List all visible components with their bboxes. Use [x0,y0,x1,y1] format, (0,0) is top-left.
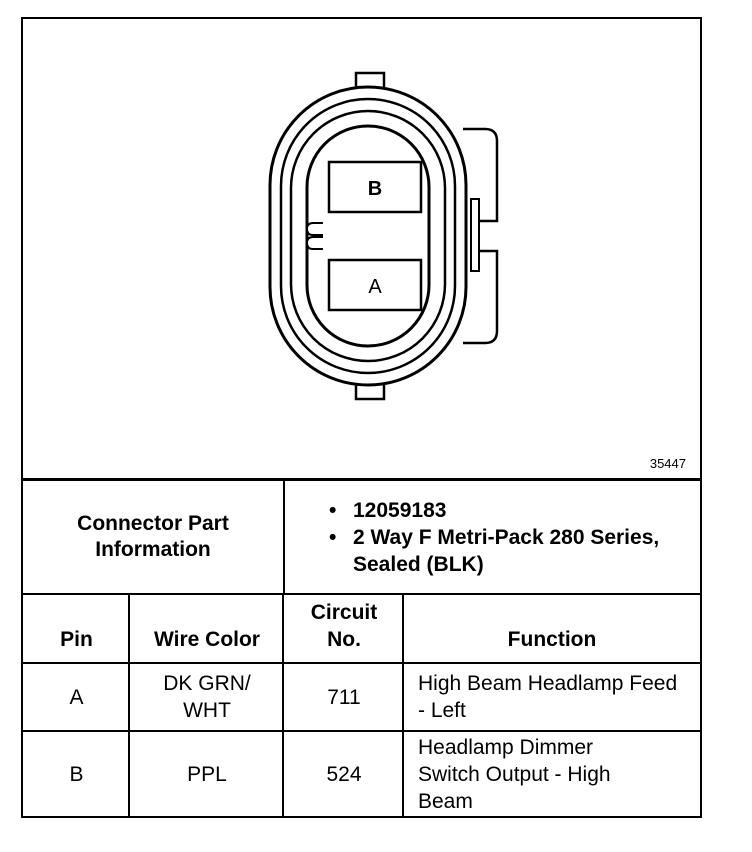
connector-info-label: Connector Part Information [23,481,285,593]
row-b-circuit: 524 [326,762,362,786]
cavity-b-label: B [367,178,383,200]
row-b-function: Headlamp Dimmer Switch Output - High Beam [418,735,611,813]
part-number: • 12059183 [287,497,700,524]
header-function: Function [507,628,597,651]
connector-diagram [23,19,700,481]
row-a-wire-color: DK GRN/ WHT [163,672,251,722]
connector-description: • 2 Way F Metri-Pack 280 Series, Sealed (BLK) [287,524,700,578]
connector-sheet [21,17,702,818]
key-lower [307,237,323,249]
header-wire-color: Wire Color [154,628,260,651]
figure-number: 35447 [649,456,686,471]
row-b-pin: B [69,762,84,786]
row-b-wire-color: PPL [187,762,227,786]
row-a-pin: A [69,685,84,709]
connector-info-list [287,481,700,593]
row-a-function: High Beam Headlamp Feed - Left [418,672,678,722]
connector-face-drawing [23,19,700,478]
latch-tab [471,199,479,271]
row-a-circuit: 711 [327,685,361,709]
connector-info-row [23,481,700,595]
cavity-a-label: A [368,276,382,298]
pinout-table [23,595,700,816]
header-pin: Pin [60,628,93,651]
key-upper [307,223,323,235]
header-circuit: Circuit No. [310,601,378,651]
